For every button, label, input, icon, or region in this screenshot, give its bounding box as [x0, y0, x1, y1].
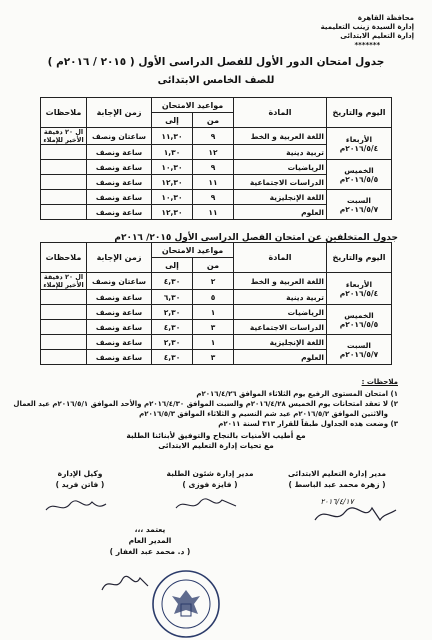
administration: إدارة السيدة زينب التعليمية [320, 23, 414, 31]
subject-cell: اللغة العربية و الخط [234, 273, 327, 290]
day-name: الأربعاء [345, 134, 373, 144]
day-name: الأربعاء [345, 279, 373, 289]
to-cell: ٢,٣٠ [152, 335, 193, 350]
duration-cell: ساعة ونصف [87, 305, 152, 320]
signature-deputy [40, 468, 120, 490]
subject-cell: الدراسات الاجتماعية [234, 175, 327, 190]
col-header-notes: ملاحظات [41, 98, 87, 128]
duration-cell: ساعة ونصف [87, 175, 152, 190]
to-cell: ٤,٣٠ [152, 350, 193, 365]
subject-cell: تربية دينية [234, 145, 327, 160]
to-cell: ٤,٣٠ [152, 320, 193, 335]
governorate: محافظة القاهرة [357, 14, 414, 22]
from-cell: ٣ [193, 320, 234, 335]
closing-greeting: مع تحيات إدارة التعليم الابتدائى [158, 441, 274, 450]
signatory-title: وكيل الإدارة [57, 469, 103, 478]
note-cell: ال ٢٠ دقيقة الأخير للإملاء [41, 128, 87, 145]
col-header-notes: ملاحظات [41, 243, 87, 273]
note-cell [41, 290, 87, 305]
subject-cell: تربية دينية [234, 290, 327, 305]
to-cell: ٤,٣٠ [152, 273, 193, 290]
handwritten-signature [98, 572, 152, 596]
col-header-times: مواعيد الامتحان [152, 243, 234, 258]
note-item: ١) امتحان المستوى الرفيع يوم الثلاثاء الموافق ٢٠١٦/٤/٢٦م [196, 390, 398, 398]
note-cell [41, 190, 87, 205]
col-header-duration: زمن الإجابة [87, 243, 152, 273]
table-row [41, 305, 392, 320]
note-item: ٣) وضعت هذه الجداول طبقاً للقرار ٣١٣ لسنة ٢٠١١م [218, 420, 398, 428]
day-date: ٢٠١٦/٥/٤م [339, 288, 379, 298]
subject-cell: الدراسات الاجتماعية [234, 320, 327, 335]
from-cell: ١ [193, 305, 234, 320]
official-eagle-seal [150, 568, 222, 640]
col-header-from: من [193, 113, 234, 128]
from-cell: ٥ [193, 290, 234, 305]
subject-cell: الرياضيات [234, 305, 327, 320]
to-cell: ٢,٣٠ [152, 305, 193, 320]
col-header-duration: زمن الإجابة [87, 98, 152, 128]
table-header-row [41, 243, 392, 258]
duration-cell: ساعة ونصف [87, 320, 152, 335]
duration-cell: ساعة ونصف [87, 145, 152, 160]
day-date: ٢٠١٦/٥/٥م [339, 174, 379, 184]
note-cell: ال ٢٠ دقيقة الأخير للإملاء [41, 273, 87, 290]
to-cell: ١٢,٣٠ [152, 205, 193, 220]
note-cell [41, 320, 87, 335]
day-cell [327, 128, 392, 160]
subject-cell: اللغة الإنجليزية [234, 190, 327, 205]
table-row [41, 190, 392, 205]
late-exam-schedule-table [40, 242, 392, 365]
duration-cell: ساعة ونصف [87, 350, 152, 365]
signature-student-affairs [150, 468, 270, 490]
day-date: ٢٠١٦/٥/٥م [339, 319, 379, 329]
signatory-name: ( فايزة فوزى ) [182, 480, 238, 489]
exam-schedule-table [40, 97, 392, 220]
day-date: ٢٠١٦/٥/٤م [339, 143, 379, 153]
from-cell: ٣ [193, 350, 234, 365]
day-date: ٢٠١٦/٥/٧م [339, 204, 379, 214]
duration-cell: ساعتان ونصف [87, 273, 152, 290]
notes-section [13, 377, 398, 429]
table-row [41, 335, 392, 350]
duration-cell: ساعة ونصف [87, 160, 152, 175]
handwritten-signature [40, 494, 110, 518]
day-name: الخميس [344, 165, 374, 175]
table-row [41, 273, 392, 290]
duration-cell: ساعة ونصف [87, 335, 152, 350]
signatory-name: ( زهرة محمد عبد الباسط ) [288, 480, 386, 489]
from-cell: ١ [193, 335, 234, 350]
note-cell [41, 205, 87, 220]
from-cell: ٩ [193, 160, 234, 175]
day-cell [327, 273, 392, 305]
col-header-day: اليوم والتاريخ [327, 243, 392, 273]
to-cell: ١,٣٠ [152, 145, 193, 160]
note-cell [41, 160, 87, 175]
note-cell [41, 175, 87, 190]
subject-cell: العلوم [234, 350, 327, 365]
signatory-title: مدير إدارة شئون الطلبة [166, 469, 254, 478]
from-cell: ١١ [193, 175, 234, 190]
col-header-subject: المادة [234, 98, 327, 128]
note-cell [41, 145, 87, 160]
handwritten-signature [310, 500, 400, 530]
main-title: جدول امتحان الدور الأول للفصل الدراسى الأول ( ٢٠١٥ / ٢٠١٦م ) [47, 56, 385, 68]
day-cell [327, 335, 392, 365]
note-cell [41, 305, 87, 320]
col-header-to: إلى [152, 113, 193, 128]
note-cell [41, 350, 87, 365]
note-item: ٢) لا تعقد امتحانات يوم الخميس ٢٠١٦/٤/٢٨م والسبت الموافق ٢٠١٦/٤/٣٠م والأحد الموافق ٢٠١٦/٥/١م عيد العمال [13, 400, 398, 408]
stars-line: ******* [354, 41, 381, 49]
to-cell: ٦,٣٠ [152, 290, 193, 305]
from-cell: ٢ [193, 273, 234, 290]
from-cell: ٩ [193, 128, 234, 145]
grade-title: للصف الخامس الابتدائى [157, 75, 275, 86]
day-name: السبت [346, 340, 372, 350]
table-row [41, 160, 392, 175]
day-cell [327, 160, 392, 190]
from-cell: ١١ [193, 205, 234, 220]
col-header-from: من [193, 258, 234, 273]
to-cell: ١٠,٣٠ [152, 160, 193, 175]
day-name: الخميس [344, 310, 374, 320]
signatory-title: المدير العام [128, 536, 172, 545]
duration-cell: ساعة ونصف [87, 205, 152, 220]
subject-cell: العلوم [234, 205, 327, 220]
col-header-subject: المادة [234, 243, 327, 273]
col-header-to: إلى [152, 258, 193, 273]
duration-cell: ساعة ونصف [87, 190, 152, 205]
subject-cell: الرياضيات [234, 160, 327, 175]
signatory-name: ( فاتن فريد ) [55, 480, 105, 489]
signature-general-director [95, 524, 205, 557]
to-cell: ١١,٣٠ [152, 128, 193, 145]
subject-cell: اللغة العربية و الخط [234, 128, 327, 145]
closing-wish: مع أطيب الأمنيات بالنجاح والتوفيق لأبنائنا الطلبة [126, 431, 306, 440]
note-item: والاثنين الموافق ٢٠١٦/٥/٢م عيد شم النسيم و الثلاثاء الموافق ٢٠١٦/٥/٣م [139, 410, 388, 418]
table-header-row [41, 98, 392, 113]
letterhead [321, 14, 414, 50]
note-cell [41, 335, 87, 350]
notes-heading: ملاحظات : [361, 378, 398, 386]
handwritten-date: ٢٠١٦/٤/١٧ [320, 497, 354, 506]
department: إدارة التعليم الابتدائى [340, 32, 414, 40]
table-row [41, 128, 392, 145]
day-name: السبت [346, 195, 372, 205]
duration-cell: ساعتان ونصف [87, 128, 152, 145]
col-header-times: مواعيد الامتحان [152, 98, 234, 113]
from-cell: ٩ [193, 190, 234, 205]
closing-block [0, 431, 432, 451]
handwritten-signature [172, 494, 242, 516]
col-header-day: اليوم والتاريخ [327, 98, 392, 128]
day-cell [327, 190, 392, 220]
to-cell: ١٢,٣٠ [152, 175, 193, 190]
to-cell: ١٠,٣٠ [152, 190, 193, 205]
duration-cell: ساعة ونصف [87, 290, 152, 305]
late-exam-title: جدول المتخلفين عن امتحان الفصل الدراسى الأول ٢٠١٥/ ٢٠١٦م [114, 233, 398, 243]
day-date: ٢٠١٦/٥/٧م [339, 349, 379, 359]
subject-cell: اللغة الإنجليزية [234, 335, 327, 350]
signatory-name: ( د. محمد عبد الغفار ) [109, 547, 191, 556]
approval-label: يعتمد ،،، [134, 525, 166, 534]
from-cell: ١٢ [193, 145, 234, 160]
signatory-title: مدير إدارة التعليم الابتدائى [287, 469, 387, 478]
day-cell [327, 305, 392, 335]
